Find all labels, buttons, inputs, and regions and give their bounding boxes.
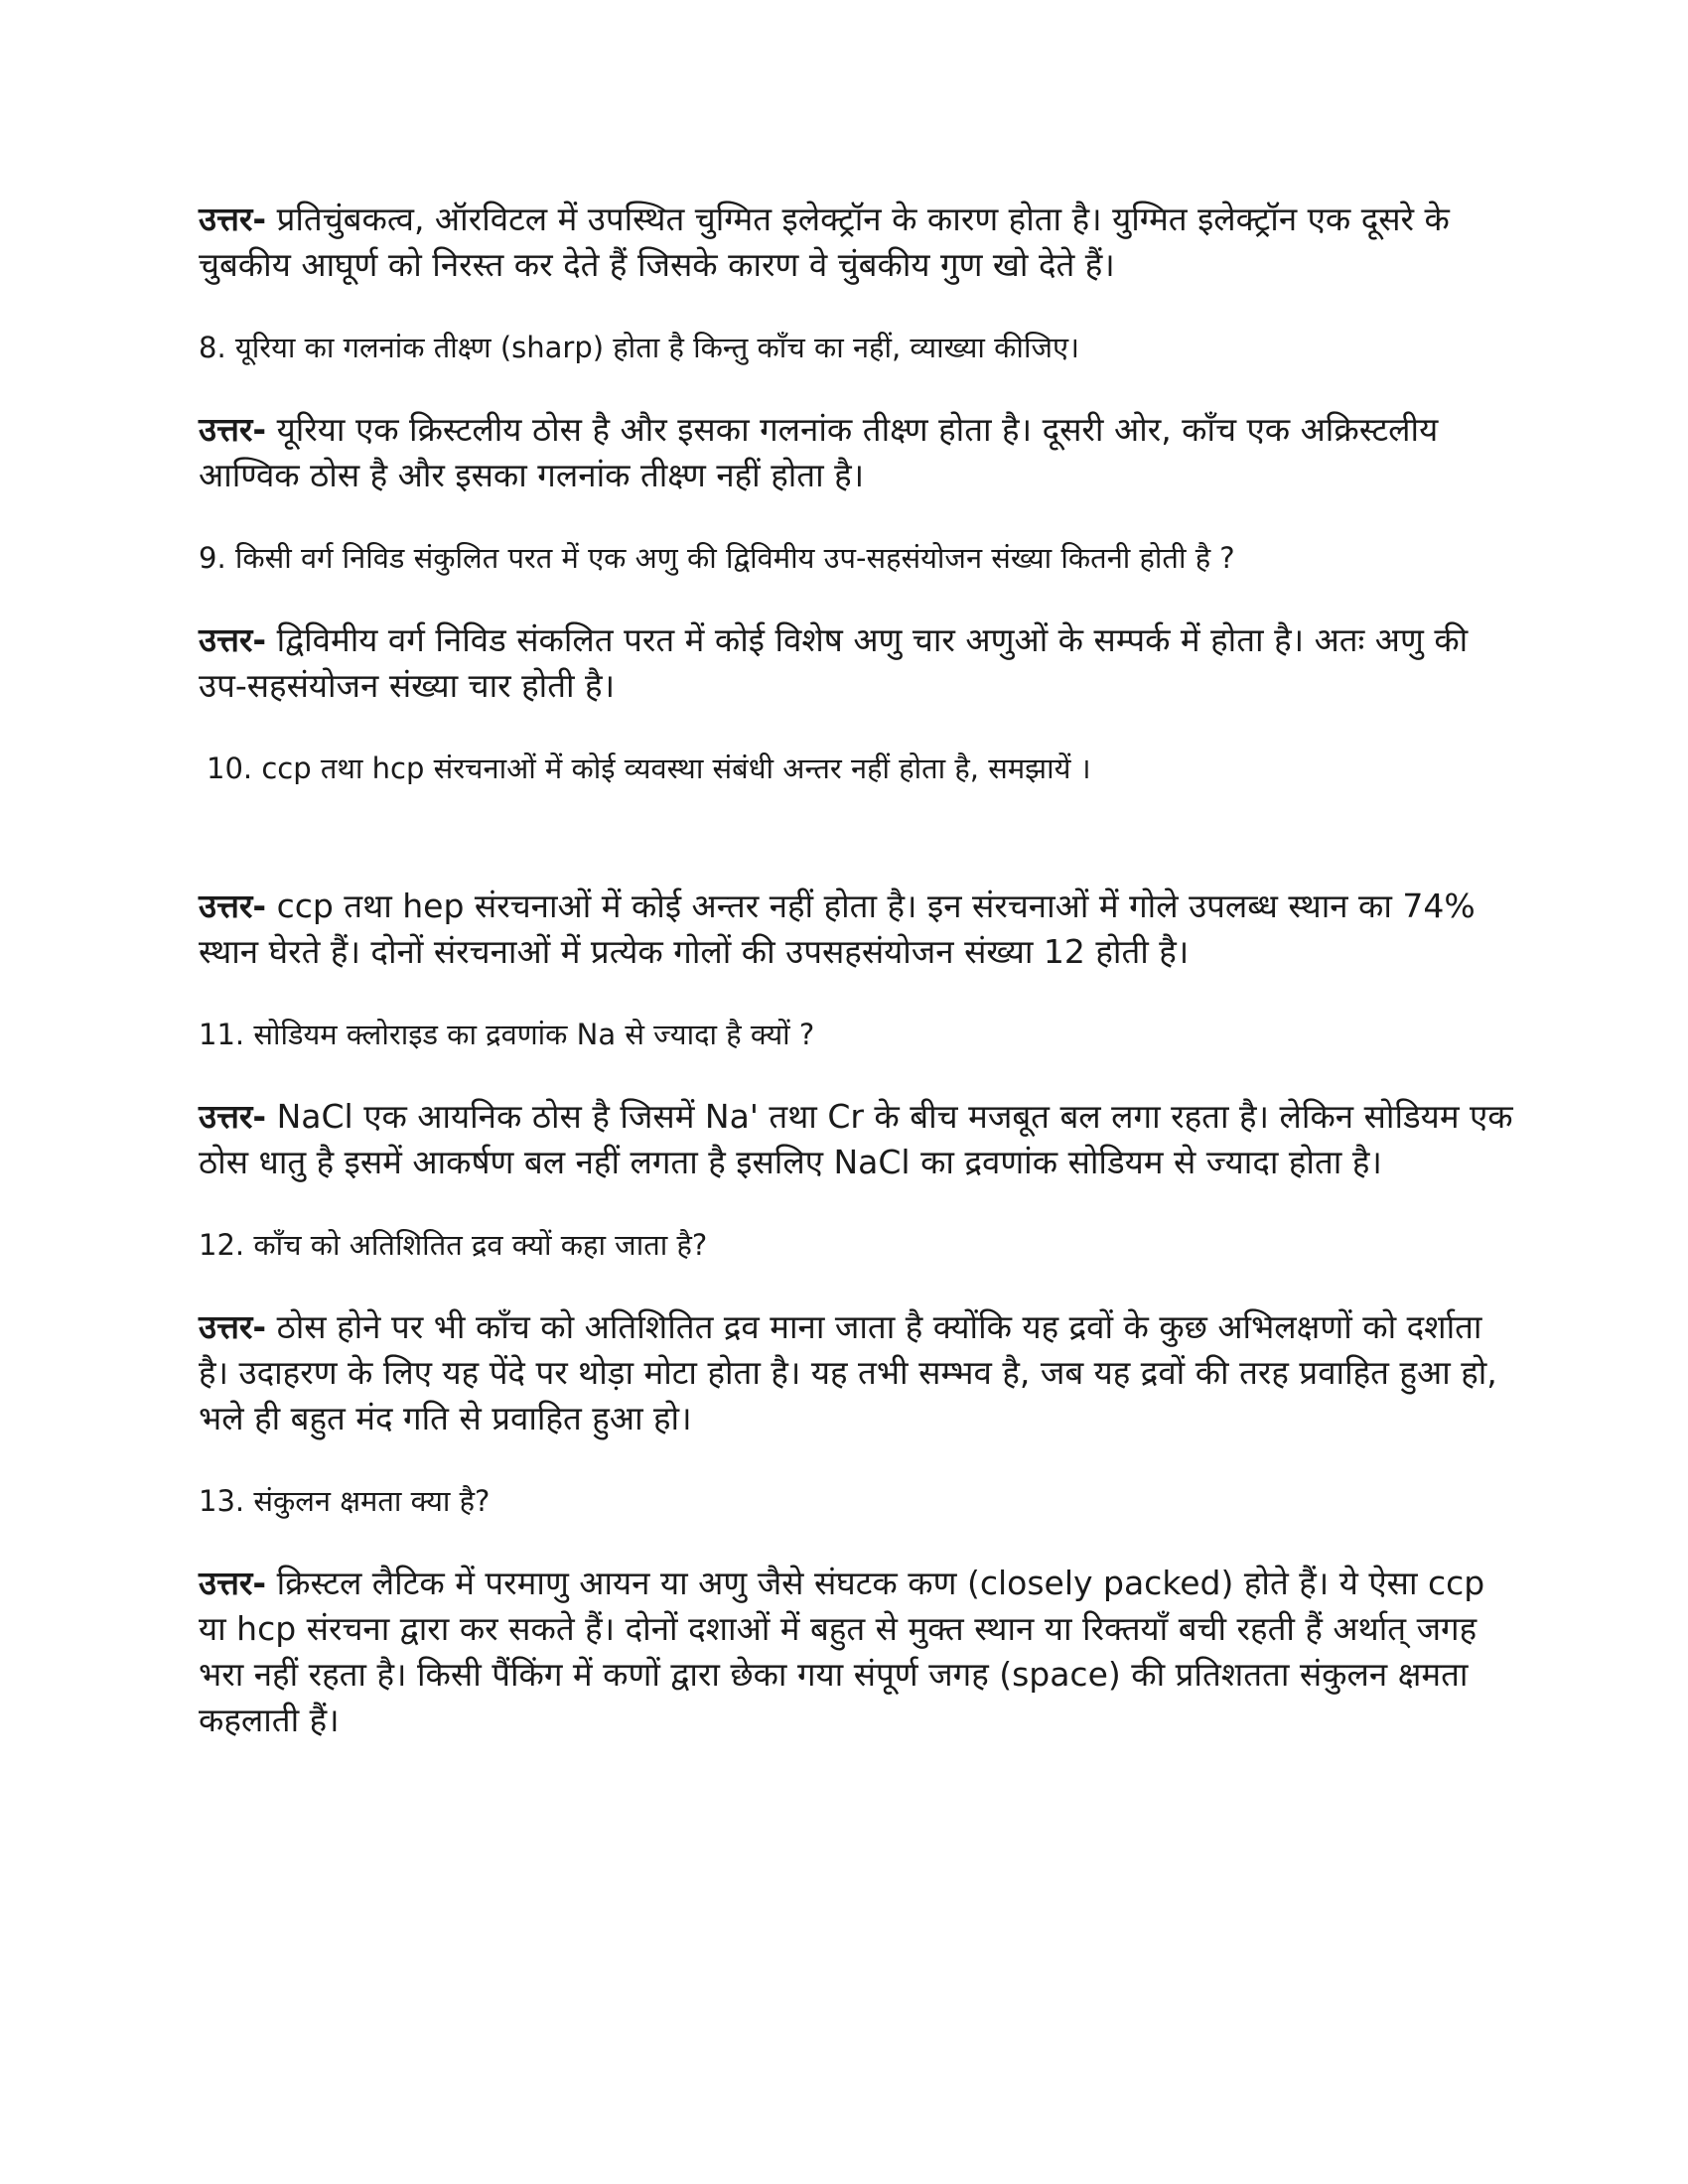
question-10: 10. ccp तथा hcp संरचनाओं में कोई व्यवस्था संबंधी अन्तर नहीं होता है, समझायें । (207, 751, 1091, 785)
answer-paragraph-8 (199, 407, 1519, 498)
question-9: 9. किसी वर्ग निविड संकुलित परत में एक अणु की द्विविमीय उप-सहसंयोजन संख्या कितनी होती है ? (199, 541, 1235, 575)
answer-text: ठोस होने पर भी काँच को अतिशितित द्रव माना जाता है क्योंकि यह द्रवों के कुछ अभिलक्षणों को दर्शाता है। उदाहरण के लिए यह पेंदे पर थोड़ा मोटा होता है। यह तभी सम्भव है, जब यह द्रवों की तरह प्रवाहित हुआ हो, भले ही बहुत मंद गति से प्रवाहित हुआ हो। (199, 1307, 1497, 1437)
answer-text: ccp तथा hep संरचनाओं में कोई अन्तर नहीं होता है। इन संरचनाओं में गोले उपलब्ध स्थान का 74% स्थान घेरते हैं। दोनों संरचनाओं में प्रत्येक गोलों की उपसहसंयोजन संख्या 12 होती है। (199, 887, 1476, 971)
answer-text: क्रिस्टल लैटिक में परमाणु आयन या अणु जैसे संघटक कण (closely packed) होते हैं। ये ऐसा ccp या hcp संरचना द्वारा कर सकते हैं। दोनों दशाओं में बहुत से मुक्त स्थान या रिक्तयाँ बची रहती हैं अर्थात् जगह भरा नहीं रहता है। किसी पैंकिंग में कणों द्वारा छेका गया संपूर्ण जगह (space) की प्रतिशतता संकुलन क्षमता कहलाती हैं। (199, 1564, 1485, 1739)
answer-paragraph-7 (199, 197, 1519, 288)
answer-label: उत्तर- (199, 200, 267, 238)
answer-label: उत्तर- (199, 410, 267, 449)
question-8: 8. यूरिया का गलनांक तीक्ष्ण (sharp) होता है किन्तु काँच का नहीं, व्याख्या कीजिए। (199, 331, 1079, 364)
answer-text: यूरिया एक क्रिस्टलीय ठोस है और इसका गलनांक तीक्ष्ण होता है। दूसरी ओर, काँच एक अक्रिस्टलीय आण्विक ठोस है और इसका गलनांक तीक्ष्ण नहीं होता है। (199, 410, 1439, 494)
answer-paragraph-12 (199, 1304, 1519, 1441)
answer-label: उत्तर- (199, 887, 267, 925)
question-11: 11. सोडियम क्लोराइड का द्रवणांक Na से ज्यादा है क्यों ? (199, 1018, 815, 1051)
answer-text: द्विविमीय वर्ग निविड संकलित परत में कोई विशेष अणु चार अणुओं के सम्पर्क में होता है। अतः अणु की उप-सहसंयोजन संख्या चार होती है। (199, 620, 1469, 705)
answer-label: उत्तर- (199, 1307, 267, 1346)
answer-paragraph-9 (199, 617, 1519, 709)
answer-label: उत्तर- (199, 1097, 267, 1136)
answer-paragraph-10 (199, 884, 1519, 975)
question-12: 12. काँच को अतिशितित द्रव क्यों कहा जाता है? (199, 1228, 708, 1262)
answer-paragraph-11 (199, 1094, 1519, 1185)
answer-text: प्रतिचुंबकत्व, ऑरविटल में उपस्थित चुग्मित इलेक्ट्रॉन के कारण होता है। युग्मित इलेक्ट्रॉन एक दूसरे के चुबकीय आघूर्ण को निरस्त कर देते हैं जिसके कारण वे चुंबकीय गुण खो देते हैं। (199, 200, 1450, 284)
answer-label: उत्तर- (199, 620, 267, 659)
document-content (199, 197, 1519, 1783)
answer-text: NaCl एक आयनिक ठोस है जिसमें Na' तथा Cr के बीच मजबूत बल लगा रहता है। लेकिन सोडियम एक ठोस धातु है इसमें आकर्षण बल नहीं लगता है इसलिए NaCl का द्रवणांक सोडियम से ज्यादा होता है। (199, 1097, 1513, 1181)
answer-paragraph-13 (199, 1561, 1519, 1743)
question-13: 13. संकुलन क्षमता क्या है? (199, 1484, 491, 1518)
answer-label: उत्तर- (199, 1564, 267, 1602)
